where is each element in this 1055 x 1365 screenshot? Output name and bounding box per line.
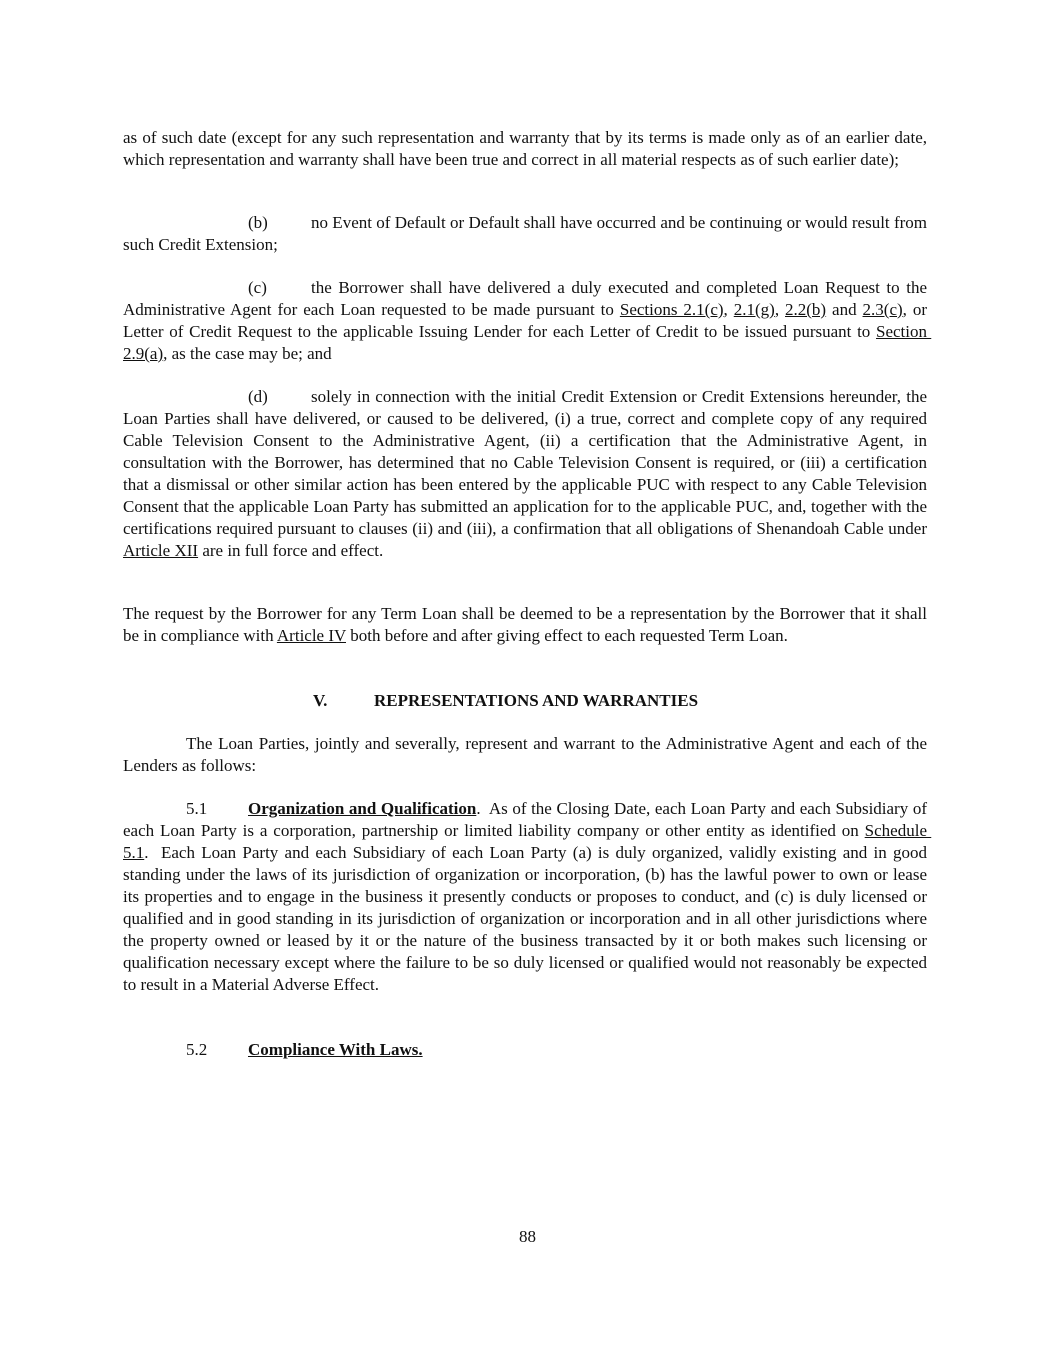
body-text: . Each Loan Party and each Subsidiary of each Loan Party (a) is duly organized, validly existing and in good standing under the laws of its jurisdiction of organization or incorporation, (b) has the lawful power to own or lease its properties and to engage in the business it presently conducts or proposes to conduct, and (c) is duly licensed or qualified and in good standing in its jurisdiction of organization or incorporation and in all other jurisdictions where the property owned or leased by it or the nature of the business transacted by it or both makes such licensing or qualification necessary except where the failure to be so duly licensed or qualified would not reasonably be expected to result in a Material Adverse Effect. bbox=[123, 843, 932, 994]
article-heading bbox=[313, 690, 698, 712]
article-title: REPRESENTATIONS AND WARRANTIES bbox=[374, 691, 699, 710]
body-text: , bbox=[723, 300, 734, 319]
section-5-1 bbox=[123, 798, 932, 996]
body-text: both before and after giving effect to each requested Term Loan. bbox=[346, 626, 788, 645]
body-text: , as the case may be; and bbox=[163, 344, 332, 363]
article-number: V. bbox=[313, 691, 328, 710]
body-text: are in full force and effect. bbox=[198, 541, 384, 560]
page-number: 88 bbox=[519, 1227, 536, 1246]
clause-b bbox=[123, 212, 932, 256]
section-title: Compliance With Laws. bbox=[248, 1040, 423, 1059]
clause-label: (d) bbox=[248, 387, 268, 406]
cross-reference: Sections 2.1(c) bbox=[619, 300, 724, 319]
para-term-loan bbox=[123, 603, 932, 647]
section-5-2 bbox=[123, 1039, 927, 1061]
body-text: . As of the Closing Date, each Loan Party and each Subsidiary of each Loan Party is a corporation, partnership or limited liability company or other entity as identified on bbox=[123, 799, 932, 840]
cross-reference: Schedule 5.1 bbox=[123, 821, 932, 862]
body-text: and bbox=[826, 300, 863, 319]
cross-reference: Article IV bbox=[276, 626, 346, 645]
body-text: no Event of Default or Default shall have occurred and be continuing or would result from such Credit Extension; bbox=[123, 213, 932, 254]
para-intro bbox=[123, 733, 932, 777]
body-text: , or Letter of Credit Request to the applicable Issuing Lender for each Letter of Credit to be issued pursuant to bbox=[123, 300, 932, 341]
clause-label: 5.1 bbox=[186, 799, 208, 818]
clause-c bbox=[123, 277, 932, 365]
clause-d bbox=[123, 386, 932, 562]
cross-reference: 2.3(c) bbox=[862, 300, 903, 319]
body-text: The Loan Parties, jointly and severally, represent and warrant to the Administrative Agent and each of the Lenders as follows: bbox=[123, 734, 932, 775]
body-text: , bbox=[774, 300, 786, 319]
section-title: Organization and Qualification bbox=[248, 799, 477, 818]
clause-label: (c) bbox=[248, 278, 267, 297]
body-text: solely in connection with the initial Credit Extension or Credit Extensions hereunder, the Loan Parties shall have delivered, or caused to be delivered, (i) a true, correct and complete copy of any required Cable Television Consent to the Administrative Agent, (ii) a certification that the Administrative Agent, in consultation with the Borrower, has determined that no Cable Television Consent is required, or (iii) a certification that a dismissal or other similar action has been entered by the applicable PUC with respect to any Cable Television Consent that the applicable Loan Party has submitted an application for to the applicable PUC, and, together with the certifications required pursuant to clauses (ii) and (iii), a confirmation that all obligations of Shenandoah Cable under bbox=[123, 387, 932, 538]
cross-reference: 2.2(b) bbox=[785, 300, 827, 319]
body-text: as of such date (except for any such representation and warranty that by its terms is made only as of an earlier date, which representation and warranty shall have been true and correct in all material respects as of such earlier date); bbox=[123, 128, 932, 169]
clause-label: 5.2 bbox=[186, 1040, 208, 1059]
para-carryover bbox=[123, 127, 932, 171]
body-text: The request by the Borrower for any Term Loan shall be deemed to be a representation by the Borrower that it shall be in compliance with bbox=[123, 604, 932, 645]
clause-label: (b) bbox=[248, 213, 268, 232]
cross-reference: Section 2.9(a) bbox=[123, 322, 932, 363]
body-text: the Borrower shall have delivered a duly executed and completed Loan Request to the Administrative Agent for each Loan requested to be made pursuant to bbox=[123, 278, 931, 319]
cross-reference: 2.1(g) bbox=[733, 300, 775, 319]
cross-reference: Article XII bbox=[123, 541, 199, 560]
